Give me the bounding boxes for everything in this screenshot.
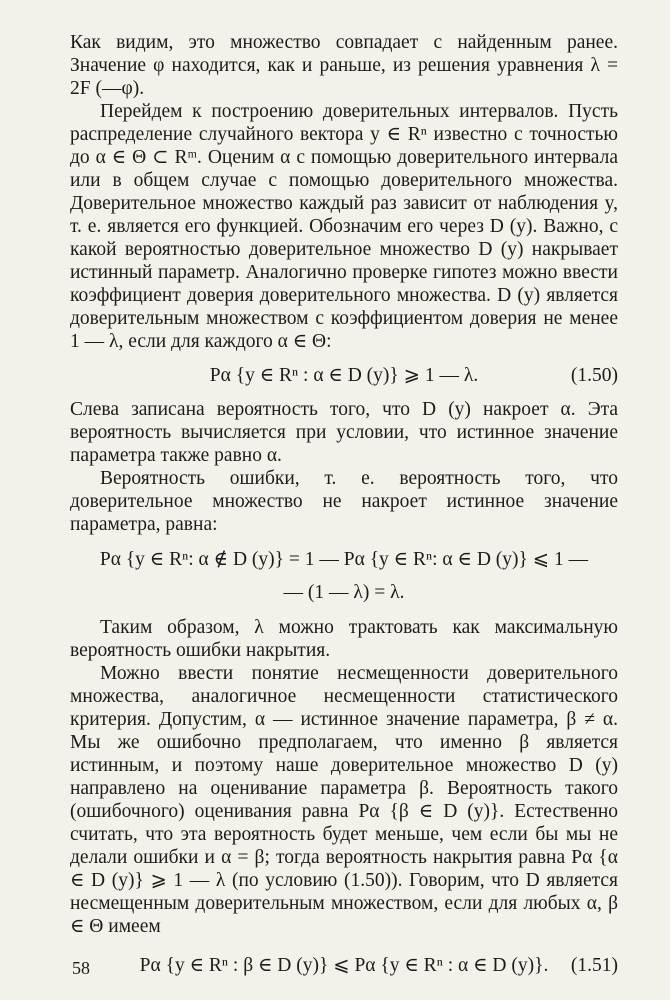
equation-error-line-2: — (1 — λ) = λ. (283, 582, 405, 603)
equation-1-50-number: (1.50) (570, 365, 618, 386)
equation-1-51-number: (1.51) (570, 955, 618, 976)
paragraph-2: Перейдем к построению доверительных интервалов. Пусть распределение случайного вектора y ∈ Rⁿ известно с точностью до α ∈ Θ ⊂ Rᵐ. Оценим α с помощью доверительного интервала или в общем случае с помощью доверительного множества. Доверительное множество каждый раз зависит от наблюдения y, т. е. является его функцией. Обозначим его через D (y). Важно, с какой вероятностью доверительное множество D (y) накрывает истинный параметр. Аналогично проверке гипотез можно ввести коэффициент доверия доверительного множества. D (y) является доверительным множеством с коэффициентом доверия не менее 1 — λ, если для каждого α ∈ Θ: (70, 101, 618, 352)
equation-1-51-formula: Pα {y ∈ Rⁿ : β ∈ D (y)} ⩽ Pα {y ∈ Rⁿ : α ∈ D (y)}. (139, 955, 549, 976)
equation-1-50 (70, 364, 618, 387)
equation-1-51 (70, 954, 618, 977)
paragraph-6: Можно ввести понятие несмещенности доверительного множества, аналогичное несмещенности статистического критерия. Допустим, α — истинное значение параметра, β ≠ α. Мы же ошибочно предполагаем, что именно β является истинным, и поэтому наше доверительное множество D (y) направлено на оценивание параметра β. Вероятность такого (ошибочного) оценивания равна Pα {β ∈ D (y)}. Естественно считать, что эта вероятность будет меньше, чем если бы мы не делали ошибки и α = β; тогда вероятность накрытия равна Pα {α ∈ D (y)} ⩾ 1 — λ (по условию (1.50)). Говорим, что D является несмещенным доверительным множеством, если для любых α, β ∈ Θ имеем (70, 663, 618, 937)
text-column (70, 31, 618, 977)
paragraph-3: Слева записана вероятность того, что D (y) накроет α. Эта вероятность вычисляется при условии, что истинное значение параметра также равно α. (70, 399, 618, 466)
equation-error (70, 548, 618, 604)
paragraph-1: Как видим, это множество совпадает с найденным ранее. Значение φ находится, как и раньше, из решения уравнения λ = 2F (—φ). (70, 32, 618, 99)
paragraph-4: Вероятность ошибки, т. е. вероятность того, что доверительное множество не накроет истинное значение параметра, равна: (70, 468, 618, 535)
page-number: 58 (72, 958, 90, 978)
paragraph-5: Таким образом, λ можно трактовать как максимальную вероятность ошибки накрытия. (70, 617, 618, 661)
equation-error-line-1: Pα {y ∈ Rⁿ: α ∉ D (y)} = 1 — Pα {y ∈ Rⁿ: α ∈ D (y)} ⩽ 1 — (99, 549, 589, 570)
equation-1-50-formula: Pα {y ∈ Rⁿ : α ∈ D (y)} ⩾ 1 — λ. (209, 365, 479, 386)
